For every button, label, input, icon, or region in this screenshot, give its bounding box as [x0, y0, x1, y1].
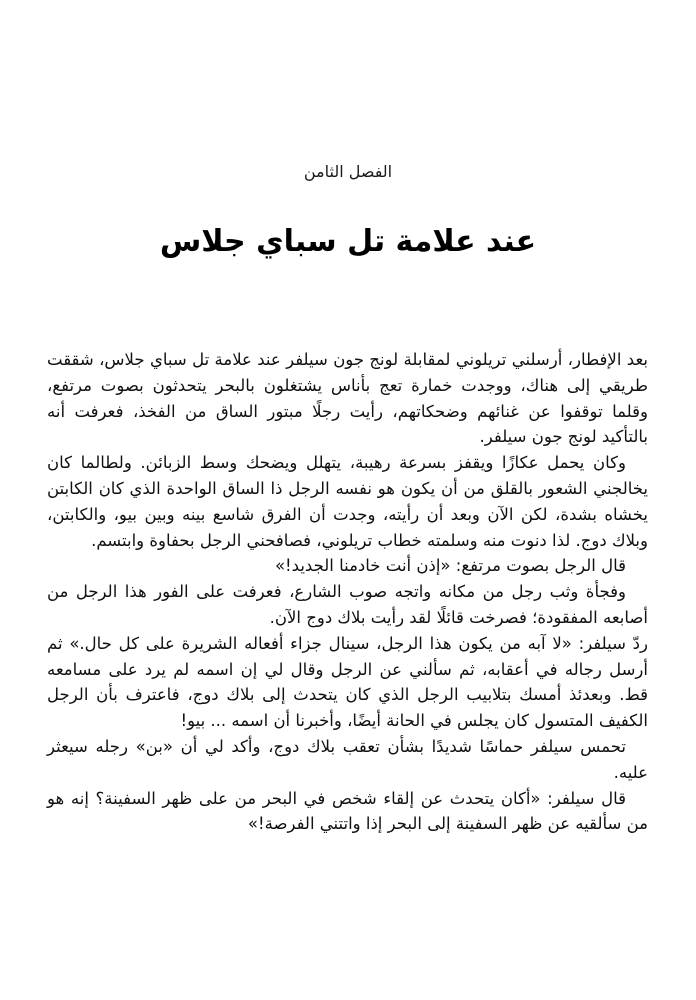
- paragraph: وفجأة وثب رجل من مكانه واتجه صوب الشارع، فعرفت على الفور هذا الرجل من أصابعه المفقودة؛ فصرخت قائلًا لقد رأيت بلاك دوج الآن.: [47, 582, 648, 627]
- paragraph: قال الرجل بصوت مرتفع: «إذن أنت خادمنا الجديد!»: [274, 556, 626, 576]
- chapter-number: الفصل الثامن: [303, 162, 393, 181]
- paragraph: بعد الإفطار، أرسلني تريلوني لمقابلة لونج جون سيلفر عند علامة تل سباي جلاس، شققت طريقي إلى هناك، ووجدت خمارة تعج بأناس يشتغلون بالبحر يتحدثون بصوت مرتفع، وقلما توقفوا عن غنائهم وضحكاتهم، رأيت رجلًا مبتور الساق من الفخذ، فعرفت أنه بالتأكيد لونج جون سيلفر.: [47, 350, 648, 447]
- paragraph: وكان يحمل عكازًا ويقفز بسرعة رهيبة، يتهلل ويضحك وسط الزبائن. ولطالما كان يخالجني الشعور بالقلق من أن يكون هو نفسه الرجل ذا الساق الواحدة الذي كان الكابتن يخشاه بشدة، لكن الآن وبعد أن رأيته، وجدت أن الفرق شاسع بينه وبين بيو، والكابتن، وبلاك دوج. لذا دنوت منه وسلمته خطاب تريلوني، فصافحني الرجل بحفاوة وابتسم.: [47, 453, 648, 550]
- chapter-title: عند علامة تل سباي جلاس: [159, 224, 537, 259]
- paragraph: ردّ سيلفر: «لا آبه من يكون هذا الرجل، سينال جزاء أفعاله الشريرة على كل حال.» ثم أرسل رجاله في أعقابه، ثم سألني عن الرجل وقال لي إن اسمه لم يرد على مسامعه قط. وبعدئذ أمسك بتلابيب الرجل الذي كان يتحدث إلى بلاك دوج، فاعترف بأن الرجل الكفيف المتسول كان يجلس في الحانة أيضًا، وأخبرنا أن اسمه ... بيو!: [47, 633, 648, 731]
- chapter-body: [47, 347, 648, 837]
- paragraph: قال سيلفر: «أكان يتحدث عن إلقاء شخص في البحر من على ظهر السفينة؟ إنه هو من سألقيه عن ظهر السفينة إلى البحر إذا واتتني الفرصة!»: [47, 788, 648, 834]
- paragraph: تحمس سيلفر حماسًا شديدًا بشأن تعقب بلاك دوج، وأكد لي أن «بن» رجله سيعثر عليه.: [47, 736, 648, 782]
